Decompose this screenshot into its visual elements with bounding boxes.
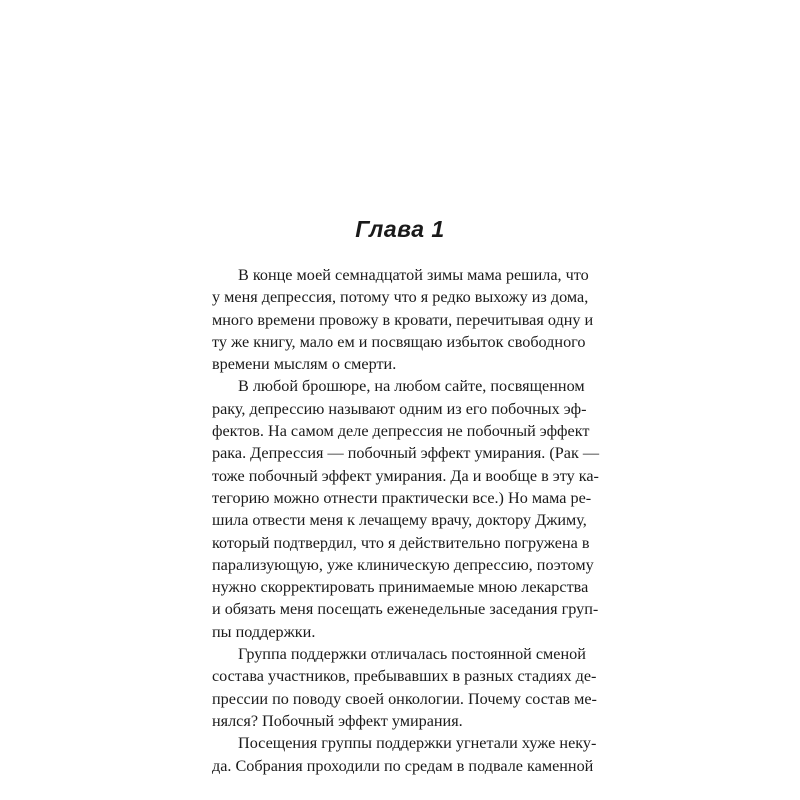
text-line: В конце моей семнадцатой зимы мама решила, что [238, 266, 589, 284]
text-line: шила отвести меня к лечащему врачу, доктору Джиму, [212, 511, 587, 530]
chapter-title: Глава 1 [355, 216, 445, 242]
paragraph [212, 732, 597, 777]
text-line: В любой брошюре, на любом сайте, посвященном [238, 377, 585, 396]
text-line: да. Собрания проходили по средам в подвале каменной [212, 756, 594, 775]
text-line: тоже побочный эффект умирания. Да и вообще в эту ка- [212, 466, 599, 485]
text-line: раку, депрессию называют одним из его побочных эф- [212, 399, 587, 418]
text-line: нужно скорректировать принимаемые мною лекарства [212, 578, 589, 597]
text-line: у меня депрессия, потому что я редко выхожу из дома, [212, 288, 589, 307]
text-line: Группа поддержки отличалась постоянной сменой [238, 645, 586, 664]
text-line: нялся? Побочный эффект умирания. [212, 711, 463, 730]
text-line: много времени провожу в кровати, перечитывая одну и [212, 310, 594, 329]
text-line: и обязать меня посещать еженедельные заседания груп- [212, 600, 599, 619]
text-line: состава участников, пребывавших в разных стадиях де- [212, 667, 597, 686]
text-line: времени мыслям о смерти. [212, 355, 397, 374]
text-line: тегорию можно отнести практически все.) Но мама ре- [212, 488, 592, 507]
text-line: фектов. На самом деле депрессия не побочный эффект [212, 422, 590, 441]
text-line: парализующую, уже клиническую депрессию, поэтому [212, 555, 594, 574]
text-line: пы поддержки. [212, 622, 316, 641]
text-line: рака. Депрессия — побочный эффект умирания. (Рак — [212, 444, 600, 463]
text-line: прессии по поводу своей онкологии. Почему состав ме- [212, 689, 597, 708]
text-line: ту же книгу, мало ем и посвящаю избыток свободного [212, 332, 586, 351]
paragraph [212, 264, 594, 375]
paragraph [212, 375, 600, 643]
text-line: который подтвердил, что я действительно погружена в [212, 533, 590, 552]
chapter-body [212, 264, 600, 777]
text-line: Посещения группы поддержки угнетали хуже неку- [238, 734, 597, 753]
paragraph [212, 643, 597, 732]
